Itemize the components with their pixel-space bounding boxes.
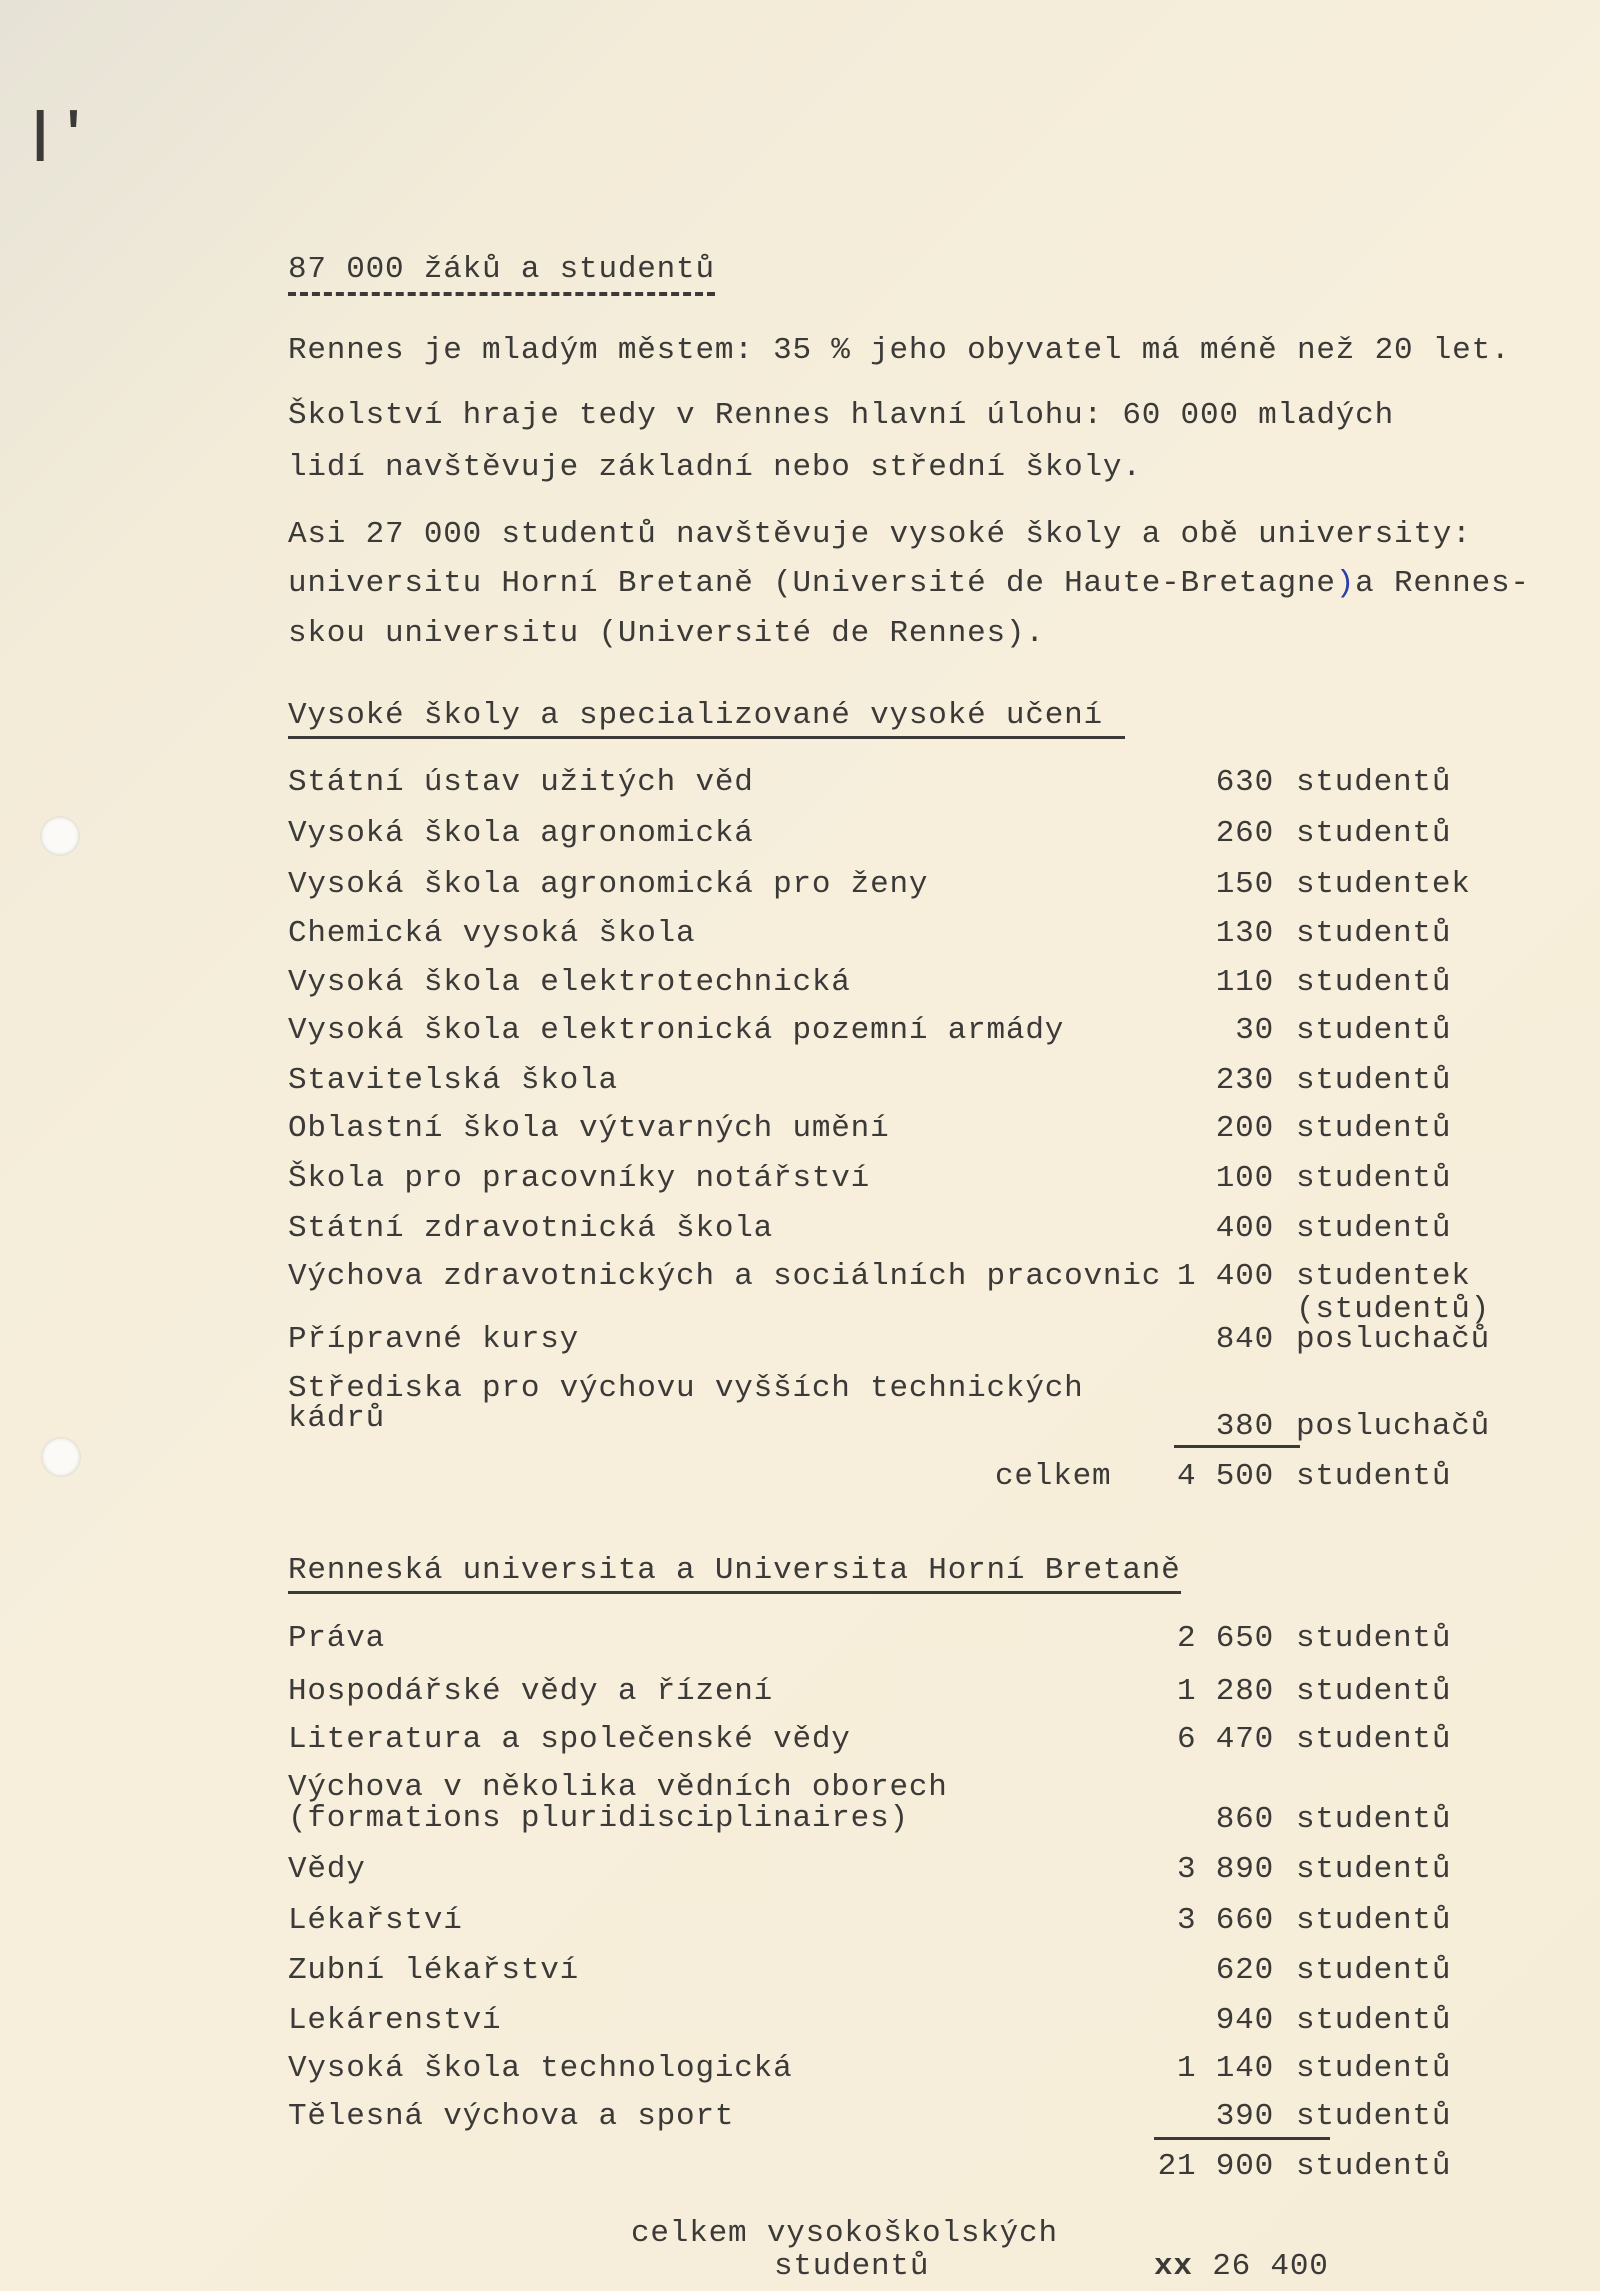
- paragraph: Školství hraje tedy v Rennes hlavní úlohu: 60 000 mladých: [288, 398, 1394, 433]
- row-count: 620: [1215, 1953, 1274, 1988]
- row-unit: studentů: [1296, 1953, 1452, 1988]
- row-name: Přípravné kursy: [288, 1322, 580, 1357]
- paragraph: [288, 566, 1530, 602]
- row-count: 840: [1215, 1322, 1274, 1357]
- row-name: Vysoká škola agronomická pro ženy: [288, 867, 929, 902]
- row-unit: posluchačů: [1296, 1322, 1491, 1357]
- row-name: Výchova zdravotnických a sociálních pracovnic: [288, 1259, 1162, 1294]
- paragraph: Rennes je mladým městem: 35 % jeho obyvatel má méně než 20 let.: [288, 333, 1511, 368]
- total-count: 4 500: [1176, 1459, 1274, 1494]
- row-unit: studentů: [1296, 965, 1452, 1000]
- row-unit-cont: (studentů): [1296, 1292, 1491, 1327]
- handwritten-paren: ): [1335, 566, 1356, 601]
- row-unit: studentů: [1296, 1802, 1452, 1837]
- row-name-cont: kádrů: [288, 1401, 386, 1436]
- row-name: Zubní lékařství: [288, 1953, 580, 1988]
- row-unit: studentů: [1296, 1161, 1452, 1196]
- row-count: 3 890: [1176, 1852, 1274, 1887]
- grand-total-value: [1154, 2249, 1329, 2285]
- row-name: Lekárenství: [288, 2003, 502, 2038]
- row-unit: studentů: [1296, 1063, 1452, 1098]
- row-name: Vysoká škola agronomická: [288, 816, 754, 851]
- row-unit: studentů: [1296, 765, 1452, 800]
- total-unit: studentů: [1296, 2149, 1452, 2184]
- row-name: Státní zdravotnická škola: [288, 1211, 774, 1246]
- row-unit: studentů: [1296, 2051, 1452, 2086]
- paragraph: Asi 27 000 studentů navštěvuje vysoké školy a obě university:: [288, 517, 1472, 552]
- row-name: Hospodářské vědy a řízení: [288, 1674, 774, 1709]
- paragraph: lidí navštěvuje základní nebo střední školy.: [288, 450, 1142, 485]
- row-count: 130: [1215, 916, 1274, 951]
- text: a Rennes-: [1355, 566, 1530, 601]
- row-unit: studentů: [1296, 2003, 1452, 2038]
- row-name: Škola pro pracovníky notářství: [288, 1161, 871, 1196]
- grand-total-count: 26 400: [1212, 2249, 1329, 2284]
- section-heading: Renneská universita a Universita Horní Bretaně: [288, 1553, 1181, 1594]
- row-name: Práva: [288, 1621, 386, 1656]
- row-name: Vysoká škola elektronická pozemní armády: [288, 1013, 1065, 1048]
- row-unit: studentů: [1296, 1722, 1452, 1757]
- row-name: Tělesná výchova a sport: [288, 2099, 735, 2134]
- total-count: 21 900: [1157, 2149, 1274, 2184]
- margin-mark: |': [24, 105, 91, 166]
- sum-underline: [1154, 2137, 1330, 2140]
- row-name: Oblastní škola výtvarných umění: [288, 1111, 890, 1146]
- row-count: 200: [1215, 1111, 1274, 1146]
- paragraph: skou universitu (Université de Rennes).: [288, 616, 1045, 651]
- row-count: 6 470: [1176, 1722, 1274, 1757]
- row-name: Vědy: [288, 1852, 366, 1887]
- row-unit: studentů: [1296, 1852, 1452, 1887]
- row-unit: studentů: [1296, 2099, 1452, 2134]
- row-count: 630: [1215, 765, 1274, 800]
- row-unit: studentů: [1296, 1013, 1452, 1048]
- row-unit: studentů: [1296, 1674, 1452, 1709]
- row-count: 400: [1215, 1211, 1274, 1246]
- row-count: 1 280: [1176, 1674, 1274, 1709]
- row-name: Vysoká škola technologická: [288, 2051, 793, 2086]
- row-name: Střediska pro výchovu vyšších technických: [288, 1371, 1084, 1406]
- sum-underline: [1174, 1445, 1300, 1448]
- row-count: 1 140: [1176, 2051, 1274, 2086]
- row-count: 260: [1215, 816, 1274, 851]
- row-count: 2 650: [1176, 1621, 1274, 1656]
- row-unit: studentů: [1296, 916, 1452, 951]
- row-count: 3 660: [1176, 1903, 1274, 1938]
- punch-hole: [41, 1437, 81, 1477]
- row-name: Vysoká škola elektrotechnická: [288, 965, 851, 1000]
- row-count: 150: [1215, 867, 1274, 902]
- row-count: 100: [1215, 1161, 1274, 1196]
- row-unit: studentů: [1296, 1111, 1452, 1146]
- page-title: 87 000 žáků a studentů: [288, 252, 715, 296]
- row-count: 30: [1235, 1013, 1274, 1048]
- row-name: Výchova v několika vědních oborech: [288, 1770, 948, 1805]
- punch-hole: [40, 816, 80, 856]
- row-count: 230: [1215, 1063, 1274, 1098]
- text: universitu Horní Bretaně (Université de Haute-Bretagne: [288, 566, 1336, 601]
- section-heading: Vysoké školy a specializované vysoké učení: [288, 698, 1125, 739]
- row-name: Stavitelská škola: [288, 1063, 618, 1098]
- struck-text: xx: [1154, 2249, 1193, 2284]
- total-label: celkem: [995, 1459, 1112, 1494]
- row-unit: studentů: [1296, 1903, 1452, 1938]
- row-name: Literatura a společenské vědy: [288, 1722, 851, 1757]
- row-count: 940: [1215, 2003, 1274, 2038]
- grand-total-label: celkem vysokoškolských: [631, 2216, 1058, 2251]
- total-unit: studentů: [1296, 1459, 1452, 1494]
- row-count: 380: [1215, 1409, 1274, 1444]
- row-unit: studentů: [1296, 816, 1452, 851]
- row-count: 110: [1215, 965, 1274, 1000]
- row-count: 1 400: [1176, 1259, 1274, 1294]
- row-count: 860: [1215, 1802, 1274, 1837]
- row-name-cont: (formations pluridisciplinaires): [288, 1801, 909, 1836]
- grand-total-label: studentů: [774, 2249, 930, 2284]
- row-unit: studentek: [1296, 867, 1471, 902]
- row-name: Lékařství: [288, 1903, 463, 1938]
- row-name: Chemická vysoká škola: [288, 916, 696, 951]
- row-unit: studentek: [1296, 1259, 1471, 1294]
- row-count: 390: [1215, 2099, 1274, 2134]
- row-unit: studentů: [1296, 1621, 1452, 1656]
- row-unit: studentů: [1296, 1211, 1452, 1246]
- row-name: Státní ústav užitých věd: [288, 765, 754, 800]
- row-unit: posluchačů: [1296, 1409, 1491, 1444]
